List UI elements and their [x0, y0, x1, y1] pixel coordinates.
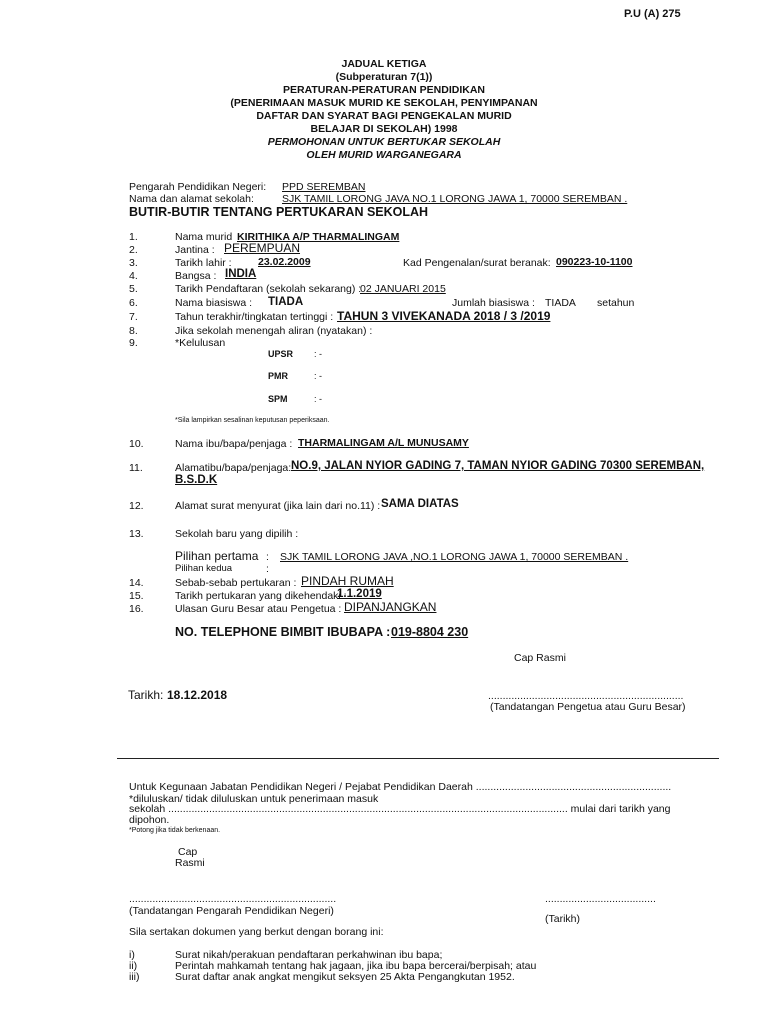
section-title: BUTIR-BUTIR TENTANG PERTUKARAN SEKOLAH	[129, 205, 429, 219]
header-line-2: (Subperaturan 7(1))	[335, 71, 433, 83]
ppd-value: PPD SEREMBAN	[282, 181, 366, 193]
page-reference: P.U (A) 275	[624, 8, 681, 20]
attachment-item: Perintah mahkamah tentang hak jagaan, jika ibu bapa bercerai/berpisah; atau	[175, 960, 537, 972]
per-year-label: setahun	[597, 297, 635, 309]
upsr-label: UPSR	[268, 349, 294, 359]
guardian-address-line-1: NO.9, JALAN NYIOR GADING 7, TAMAN NYIOR GADING 70300 SEREMBAN,	[291, 460, 705, 472]
guardian-address-label: Alamatibu/bapa/penjaga:	[175, 462, 292, 474]
attachments-intro: Sila sertakan dokumen yang berkut dengan borang ini:	[129, 926, 384, 938]
pmr-value: : -	[314, 371, 322, 381]
transfer-date-label: Tarikh pertukaran yang dikehendaki :	[175, 590, 347, 602]
item-number: 2.	[129, 244, 138, 256]
ic-value: 090223-10-1100	[556, 256, 633, 268]
telephone-value: 019-8804 230	[391, 625, 469, 639]
header-line-4: (PENERIMAAN MASUK MURID KE SEKOLAH, PENYIMPANAN	[230, 97, 538, 109]
item-number: 8.	[129, 325, 138, 337]
mailing-address-label: Alamat surat menyurat (jika lain dari no.11) :	[175, 500, 381, 512]
office-use-line-3: sekolah ......................................................................................................................................... mulai dari tarikh yang	[129, 803, 671, 815]
upsr-value: : -	[314, 349, 322, 359]
telephone-label: NO. TELEPHONE BIMBIT IBUBAPA :	[175, 625, 391, 639]
office-use-line-1: Untuk Kegunaan Jabatan Pendidikan Negeri / Pejabat Pendidikan Daerah ...................................................................	[129, 781, 672, 793]
reason-value: PINDAH RUMAH	[301, 574, 394, 588]
headmaster-remark-value: DIPANJANGKAN	[344, 600, 437, 614]
item-number: 6.	[129, 297, 138, 309]
office-stamp-cap: Cap	[178, 846, 198, 858]
item-number: 13.	[129, 528, 144, 540]
header-line-3: PERATURAN-PERATURAN PENDIDIKAN	[282, 84, 486, 96]
item-number: 1.	[129, 231, 138, 243]
gender-label: Jantina :	[175, 244, 215, 256]
office-use-line-4: dipohon.	[129, 814, 170, 826]
headmaster-remark-label: Ulasan Guru Besar atau Pengetua :	[175, 603, 342, 615]
gender-value: PEREMPUAN	[224, 241, 301, 255]
item-number: 7.	[129, 311, 138, 323]
ic-label: Kad Pengenalan/surat beranak:	[403, 257, 551, 269]
headmaster-signature-line: ...................................................................	[488, 690, 684, 702]
item-number: 4.	[129, 270, 138, 282]
last-year-label: Tahun terakhir/tingkatan tertinggi :	[175, 311, 334, 323]
new-school-label: Sekolah baru yang dipilih :	[175, 528, 299, 540]
guardian-name-value: THARMALINGAM A/L MUNUSAMY	[298, 437, 469, 449]
results-footnote: *Sila lampirkan sesalinan keputusan peperiksaan.	[175, 417, 330, 424]
scholarship-amount-label: Jumlah biasiswa :	[452, 297, 535, 309]
office-use-line-2: *diluluskan/ tidak diluluskan untuk penerimaan masuk	[129, 793, 379, 805]
office-use-footnote: *Potong jika tidak berkenaan.	[129, 827, 221, 834]
header-line-8: OLEH MURID WARGANEGARA	[306, 149, 462, 161]
second-choice-colon: :	[266, 563, 269, 575]
birthdate-value: 23.02.2009	[258, 256, 311, 268]
reason-label: Sebab-sebab pertukaran :	[175, 577, 297, 589]
item-number: 12.	[129, 500, 144, 512]
attachment-item: Surat nikah/perakuan pendaftaran perkahwinan ibu bapa;	[175, 949, 443, 961]
race-label: Bangsa :	[175, 270, 217, 282]
school-label: Nama dan alamat sekolah:	[129, 193, 254, 205]
second-choice-label: Pilihan kedua	[175, 563, 233, 574]
school-value: SJK TAMIL LORONG JAVA NO.1 LORONG JAWA 1, 70000 SEREMBAN .	[282, 193, 628, 205]
headmaster-signature-caption: (Tandatangan Pengetua atau Guru Besar)	[490, 701, 686, 713]
header-line-1: JADUAL KETIGA	[341, 58, 427, 70]
attachment-number: i)	[129, 949, 135, 961]
spm-value: : -	[314, 394, 322, 404]
pmr-label: PMR	[268, 371, 288, 381]
scholarship-name-label: Nama biasiswa :	[175, 297, 253, 309]
item-number: 11.	[129, 462, 143, 474]
stream-label: Jika sekolah menengah aliran (nyatakan) :	[175, 325, 373, 337]
director-signature-caption: (Tandatangan Pengarah Pendidikan Negeri)	[129, 905, 334, 917]
spm-label: SPM	[268, 394, 288, 404]
item-number: 3.	[129, 257, 138, 269]
attachment-number: ii)	[129, 960, 138, 972]
item-number: 16.	[129, 603, 144, 615]
header-line-6: BELAJAR DI SEKOLAH) 1998	[310, 123, 458, 135]
item-number: 14.	[129, 577, 144, 589]
guardian-name-label: Nama ibu/bapa/penjaga :	[175, 438, 293, 450]
guardian-address-line-2: B.S.D.K	[175, 474, 218, 486]
section-divider	[117, 758, 719, 759]
first-choice-colon: :	[266, 551, 269, 563]
student-name-label: Nama murid	[175, 231, 233, 243]
registration-date-label: Tarikh Pendaftaran (sekolah sekarang) :	[175, 283, 362, 295]
attachment-number: iii)	[129, 971, 140, 983]
director-date-line: ......................................	[545, 893, 656, 905]
results-label: *Kelulusan	[175, 337, 226, 349]
race-value: INDIA	[225, 268, 257, 280]
date-label: Tarikh:	[128, 688, 164, 702]
item-number: 15.	[129, 590, 144, 602]
item-number: 9.	[129, 337, 138, 349]
first-choice-label: Pilihan pertama	[175, 549, 259, 563]
ppd-label: Pengarah Pendidikan Negeri:	[129, 181, 267, 193]
item-number: 5.	[129, 283, 138, 295]
scholarship-name-value: TIADA	[268, 296, 304, 308]
attachment-item: Surat daftar anak angkat mengikut seksyen 25 Akta Pengangkutan 1952.	[175, 971, 515, 983]
office-stamp-rasmi: Rasmi	[175, 857, 205, 869]
date-value: 18.12.2018	[167, 688, 228, 702]
official-stamp-label: Cap Rasmi	[514, 652, 566, 664]
registration-date-value: 02 JANUARI 2015	[360, 283, 446, 295]
header-line-5: DAFTAR DAN SYARAT BAGI PENGEKALAN MURID	[256, 110, 512, 122]
birthdate-label: Tarikh lahir :	[175, 257, 232, 269]
item-number: 10.	[129, 438, 144, 450]
mailing-address-value: SAMA DIATAS	[381, 498, 459, 510]
scholarship-amount-value: TIADA	[545, 297, 576, 309]
transfer-date-value: 1.1.2019	[337, 588, 382, 600]
first-choice-value: SJK TAMIL LORONG JAVA ,NO.1 LORONG JAWA 1, 70000 SEREMBAN .	[280, 551, 629, 563]
header-line-7: PERMOHONAN UNTUK BERTUKAR SEKOLAH	[267, 136, 501, 148]
student-name-value: KIRITHIKA A/P THARMALINGAM	[237, 231, 400, 243]
last-year-value: TAHUN 3 VIVEKANADA 2018 / 3 /2019	[337, 309, 551, 323]
director-date-caption: (Tarikh)	[545, 913, 581, 925]
director-signature-line: .......................................................................	[129, 893, 337, 905]
